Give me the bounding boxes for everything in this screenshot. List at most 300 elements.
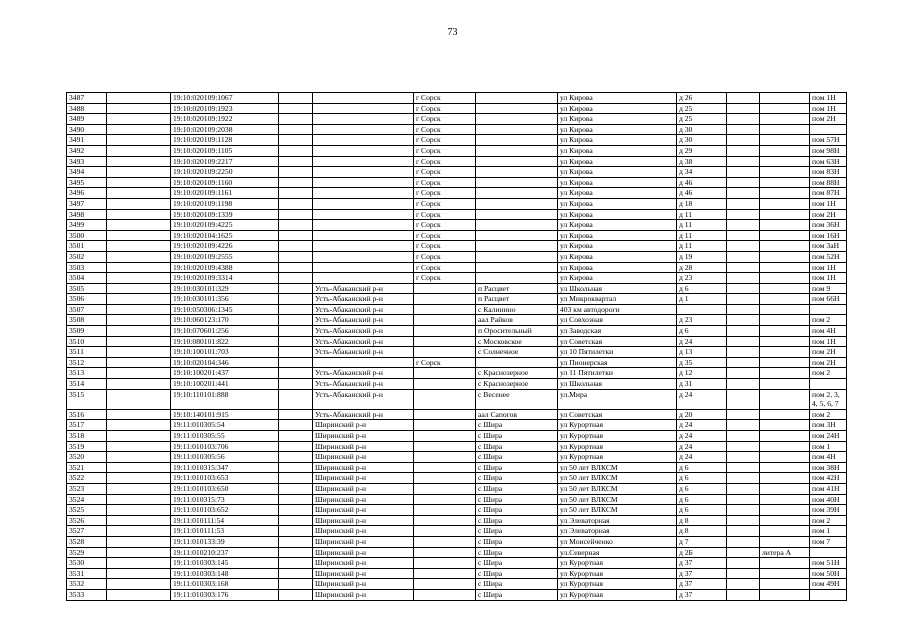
cell-row-number: 3511	[67, 347, 107, 358]
cell-litera	[760, 304, 810, 315]
cell-district	[313, 135, 414, 146]
cell-city: г Сорск	[414, 167, 476, 178]
table-row	[67, 251, 847, 262]
cell-street: ул Кирова	[558, 93, 677, 104]
cell-house: д 34	[677, 167, 727, 178]
cell-blank-col	[279, 156, 313, 167]
cell-blank-col	[107, 452, 171, 463]
cell-premises	[810, 547, 847, 558]
cell-cadastral-number: 19:10:030101:356	[171, 294, 279, 305]
cell-litera	[760, 483, 810, 494]
cell-row-number: 3533	[67, 589, 107, 600]
cell-city	[414, 304, 476, 315]
cell-house: д 35	[677, 357, 727, 368]
cell-blank-col	[727, 103, 760, 114]
cell-litera	[760, 579, 810, 590]
cell-city	[414, 579, 476, 590]
cell-city	[414, 547, 476, 558]
cell-cadastral-number: 19:10:070601:256	[171, 326, 279, 337]
cell-house: д 25	[677, 103, 727, 114]
cell-blank-col	[279, 515, 313, 526]
cell-blank-col	[727, 198, 760, 209]
table-row	[67, 483, 847, 494]
table-row	[67, 273, 847, 284]
cell-blank-col	[279, 536, 313, 547]
cell-street: ул Кирова	[558, 156, 677, 167]
cell-row-number: 3508	[67, 315, 107, 326]
cell-premises: пом 4Н	[810, 452, 847, 463]
cell-settlement	[476, 177, 558, 188]
cell-street: 403 км автодороги	[558, 304, 677, 315]
cell-house: д 19	[677, 251, 727, 262]
cell-cadastral-number: 19:10:020109:1067	[171, 93, 279, 104]
cell-house: д 25	[677, 114, 727, 125]
cell-row-number: 3499	[67, 220, 107, 231]
cell-blank-col	[279, 167, 313, 178]
cell-blank-col	[107, 294, 171, 305]
cell-settlement: с Краснозерное	[476, 379, 558, 390]
cell-street: ул Кирова	[558, 209, 677, 220]
cell-blank-col	[107, 145, 171, 156]
cell-premises: пом 51Н	[810, 558, 847, 569]
cell-premises: пом 52Н	[810, 251, 847, 262]
cell-premises: пом 49Н	[810, 579, 847, 590]
cell-house: д 8	[677, 515, 727, 526]
cell-district: Усть-Абаканский р-н	[313, 389, 414, 409]
cell-settlement	[476, 220, 558, 231]
cell-row-number: 3515	[67, 389, 107, 409]
cell-street: ул Кирова	[558, 262, 677, 273]
cell-cadastral-number: 19:11:010305:54	[171, 420, 279, 431]
cell-row-number: 3488	[67, 103, 107, 114]
cell-cadastral-number: 19:10:110101:888	[171, 389, 279, 409]
cell-cadastral-number: 19:10:020109:2250	[171, 167, 279, 178]
cell-premises: пом 40Н	[810, 494, 847, 505]
cell-blank-col	[727, 357, 760, 368]
cell-city: г Сорск	[414, 145, 476, 156]
cell-blank-col	[727, 483, 760, 494]
cell-litera	[760, 198, 810, 209]
cell-litera	[760, 536, 810, 547]
cell-row-number: 3530	[67, 558, 107, 569]
cell-cadastral-number: 19:10:020109:1160	[171, 177, 279, 188]
table-row	[67, 209, 847, 220]
cell-district: Усть-Абаканский р-н	[313, 283, 414, 294]
cell-blank-col	[107, 568, 171, 579]
cell-cadastral-number: 19:11:010133:39	[171, 536, 279, 547]
cell-street: ул Кирова	[558, 135, 677, 146]
cell-blank-col	[727, 494, 760, 505]
cell-cadastral-number: 19:10:020109:3314	[171, 273, 279, 284]
cell-street: ул Кирова	[558, 198, 677, 209]
cell-settlement: с Краснозерное	[476, 368, 558, 379]
cell-district	[313, 209, 414, 220]
registry-table	[66, 92, 847, 601]
cell-street: ул Курортная	[558, 452, 677, 463]
cell-premises: пом 16Н	[810, 230, 847, 241]
cell-house: д 7	[677, 536, 727, 547]
cell-row-number: 3516	[67, 409, 107, 420]
cell-blank-col	[107, 93, 171, 104]
cell-settlement: с Шира	[476, 547, 558, 558]
cell-blank-col	[107, 241, 171, 252]
cell-cadastral-number: 19:10:080101:822	[171, 336, 279, 347]
table-row	[67, 241, 847, 252]
cell-city: г Сорск	[414, 273, 476, 284]
cell-blank-col	[727, 156, 760, 167]
cell-blank-col	[279, 483, 313, 494]
cell-premises: пом 57Н	[810, 135, 847, 146]
cell-cadastral-number: 19:10:020104:1625	[171, 230, 279, 241]
cell-litera	[760, 188, 810, 199]
cell-row-number: 3522	[67, 473, 107, 484]
cell-blank-col	[107, 558, 171, 569]
cell-settlement: п Расцвет	[476, 294, 558, 305]
cell-litera	[760, 220, 810, 231]
cell-settlement: с Шира	[476, 526, 558, 537]
table-row	[67, 103, 847, 114]
table-row	[67, 230, 847, 241]
cell-premises: пом 3Н	[810, 420, 847, 431]
cell-blank-col	[727, 505, 760, 516]
table-row	[67, 568, 847, 579]
cell-settlement	[476, 156, 558, 167]
table-row	[67, 294, 847, 305]
cell-street: ул Курортная	[558, 579, 677, 590]
cell-house: д 6	[677, 473, 727, 484]
cell-premises	[810, 124, 847, 135]
cell-street: ул 50 лет ВЛКСМ	[558, 505, 677, 516]
cell-cadastral-number: 19:11:010315:73	[171, 494, 279, 505]
cell-blank-col	[727, 420, 760, 431]
cell-cadastral-number: 19:10:020109:1198	[171, 198, 279, 209]
cell-row-number: 3525	[67, 505, 107, 516]
cell-house: д 6	[677, 462, 727, 473]
cell-cadastral-number: 19:10:020109:1339	[171, 209, 279, 220]
cell-blank-col	[279, 283, 313, 294]
cell-blank-col	[107, 188, 171, 199]
table-row	[67, 526, 847, 537]
cell-blank-col	[279, 579, 313, 590]
cell-settlement: с Шира	[476, 441, 558, 452]
cell-blank-col	[107, 420, 171, 431]
cell-settlement: с Шира	[476, 505, 558, 516]
cell-premises: пом 98Н	[810, 145, 847, 156]
cell-premises: пом 83Н	[810, 167, 847, 178]
cell-city	[414, 283, 476, 294]
cell-litera	[760, 462, 810, 473]
cell-blank-col	[727, 251, 760, 262]
cell-city	[414, 379, 476, 390]
cell-city: г Сорск	[414, 124, 476, 135]
cell-house: д 11	[677, 209, 727, 220]
cell-street: ул Советская	[558, 409, 677, 420]
cell-blank-col	[727, 241, 760, 252]
cell-blank-col	[279, 420, 313, 431]
cell-blank-col	[107, 547, 171, 558]
cell-litera	[760, 568, 810, 579]
table-row	[67, 167, 847, 178]
cell-house: д 11	[677, 230, 727, 241]
cell-blank-col	[727, 304, 760, 315]
cell-district: Усть-Абаканский р-н	[313, 315, 414, 326]
cell-cadastral-number: 19:10:020109:1923	[171, 103, 279, 114]
cell-district: Ширинский р-н	[313, 431, 414, 442]
cell-premises: пом 2Н	[810, 209, 847, 220]
cell-blank-col	[107, 220, 171, 231]
cell-premises: пом 2Н	[810, 357, 847, 368]
table-row	[67, 589, 847, 600]
cell-litera	[760, 558, 810, 569]
cell-litera	[760, 389, 810, 409]
cell-blank-col	[107, 409, 171, 420]
cell-cadastral-number: 19:10:020109:1105	[171, 145, 279, 156]
cell-house: д 37	[677, 568, 727, 579]
cell-blank-col	[727, 326, 760, 337]
cell-district	[313, 124, 414, 135]
cell-blank-col	[107, 209, 171, 220]
cell-settlement: с Шира	[476, 589, 558, 600]
cell-blank-col	[279, 494, 313, 505]
cell-house: д 46	[677, 188, 727, 199]
cell-premises: пом 87Н	[810, 188, 847, 199]
cell-premises: пом 3аН	[810, 241, 847, 252]
cell-litera	[760, 103, 810, 114]
cell-blank-col	[279, 241, 313, 252]
cell-blank-col	[279, 114, 313, 125]
table-row	[67, 156, 847, 167]
cell-settlement	[476, 241, 558, 252]
cell-premises: пом 2	[810, 368, 847, 379]
cell-blank-col	[279, 336, 313, 347]
cell-blank-col	[107, 273, 171, 284]
cell-city	[414, 526, 476, 537]
cell-row-number: 3497	[67, 198, 107, 209]
cell-settlement	[476, 198, 558, 209]
cell-cadastral-number: 19:10:020109:2038	[171, 124, 279, 135]
cell-blank-col	[279, 220, 313, 231]
cell-litera	[760, 505, 810, 516]
cell-city	[414, 589, 476, 600]
cell-litera	[760, 135, 810, 146]
cell-house: д 13	[677, 347, 727, 358]
cell-district	[313, 230, 414, 241]
cell-blank-col	[107, 505, 171, 516]
cell-house: д 38	[677, 156, 727, 167]
cell-settlement	[476, 262, 558, 273]
cell-house: д 2Б	[677, 547, 727, 558]
table-row	[67, 315, 847, 326]
cell-litera	[760, 177, 810, 188]
cell-house: д 24	[677, 420, 727, 431]
cell-row-number: 3524	[67, 494, 107, 505]
cell-row-number: 3514	[67, 379, 107, 390]
cell-city	[414, 315, 476, 326]
cell-district: Усть-Абаканский р-н	[313, 294, 414, 305]
cell-litera	[760, 409, 810, 420]
cell-city: г Сорск	[414, 135, 476, 146]
cell-blank-col	[107, 103, 171, 114]
cell-blank-col	[727, 315, 760, 326]
cell-city	[414, 473, 476, 484]
cell-settlement	[476, 124, 558, 135]
table-row	[67, 336, 847, 347]
cell-blank-col	[107, 124, 171, 135]
table-row	[67, 515, 847, 526]
cell-blank-col	[279, 431, 313, 442]
cell-row-number: 3510	[67, 336, 107, 347]
cell-blank-col	[727, 283, 760, 294]
cell-blank-col	[279, 326, 313, 337]
table-row	[67, 135, 847, 146]
cell-street: ул 11 Пятилетки	[558, 368, 677, 379]
cell-house: д 23	[677, 315, 727, 326]
cell-blank-col	[727, 389, 760, 409]
cell-city	[414, 494, 476, 505]
cell-cadastral-number: 19:10:020104:346	[171, 357, 279, 368]
cell-house: д 26	[677, 93, 727, 104]
cell-blank-col	[727, 452, 760, 463]
cell-row-number: 3532	[67, 579, 107, 590]
cell-blank-col	[279, 462, 313, 473]
cell-city	[414, 409, 476, 420]
cell-blank-col	[279, 304, 313, 315]
cell-cadastral-number: 19:10:020109:4225	[171, 220, 279, 231]
cell-blank-col	[279, 589, 313, 600]
cell-litera	[760, 515, 810, 526]
cell-city: г Сорск	[414, 251, 476, 262]
cell-house: д 18	[677, 198, 727, 209]
cell-district: Ширинский р-н	[313, 589, 414, 600]
table-row	[67, 473, 847, 484]
cell-blank-col	[107, 368, 171, 379]
cell-premises: пом 1Н	[810, 262, 847, 273]
cell-blank-col	[727, 336, 760, 347]
table-row	[67, 431, 847, 442]
cell-blank-col	[727, 409, 760, 420]
cell-district	[313, 93, 414, 104]
cell-litera	[760, 431, 810, 442]
cell-premises: пом 41Н	[810, 483, 847, 494]
cell-street: ул Курортная	[558, 431, 677, 442]
cell-district: Ширинский р-н	[313, 494, 414, 505]
cell-city: г Сорск	[414, 262, 476, 273]
cell-litera	[760, 273, 810, 284]
cell-litera	[760, 441, 810, 452]
cell-blank-col	[107, 536, 171, 547]
cell-house: д 11	[677, 220, 727, 231]
cell-city	[414, 368, 476, 379]
cell-cadastral-number: 19:10:030101:329	[171, 283, 279, 294]
cell-premises: пом 2Н	[810, 114, 847, 125]
cell-city	[414, 505, 476, 516]
cell-cadastral-number: 19:10:100101:703	[171, 347, 279, 358]
cell-district: Ширинский р-н	[313, 547, 414, 558]
table-row	[67, 505, 847, 516]
cell-blank-col	[727, 145, 760, 156]
cell-row-number: 3523	[67, 483, 107, 494]
table-row	[67, 220, 847, 231]
table-row	[67, 409, 847, 420]
cell-settlement: с Шира	[476, 558, 558, 569]
cell-row-number: 3500	[67, 230, 107, 241]
table-row	[67, 357, 847, 368]
cell-city: г Сорск	[414, 230, 476, 241]
cell-litera	[760, 494, 810, 505]
cell-premises: пом 2Н	[810, 347, 847, 358]
cell-row-number: 3520	[67, 452, 107, 463]
cell-settlement: п Оросительный	[476, 326, 558, 337]
cell-litera	[760, 473, 810, 484]
cell-street: ул Школьная	[558, 283, 677, 294]
cell-cadastral-number: 19:10:020109:2217	[171, 156, 279, 167]
cell-blank-col	[727, 568, 760, 579]
cell-city: г Сорск	[414, 241, 476, 252]
cell-district: Ширинский р-н	[313, 568, 414, 579]
cell-cadastral-number: 19:11:010305:56	[171, 452, 279, 463]
cell-house: д 8	[677, 526, 727, 537]
cell-premises: пом 88Н	[810, 177, 847, 188]
cell-district: Усть-Абаканский р-н	[313, 409, 414, 420]
table-row	[67, 379, 847, 390]
cell-premises: пом 39Н	[810, 505, 847, 516]
cell-blank-col	[727, 526, 760, 537]
cell-cadastral-number: 19:10:100201:441	[171, 379, 279, 390]
cell-settlement	[476, 357, 558, 368]
cell-city	[414, 294, 476, 305]
cell-litera	[760, 230, 810, 241]
cell-blank-col	[279, 505, 313, 516]
cell-litera	[760, 294, 810, 305]
cell-blank-col	[107, 379, 171, 390]
cell-blank-col	[107, 357, 171, 368]
cell-blank-col	[107, 494, 171, 505]
cell-row-number: 3512	[67, 357, 107, 368]
cell-house: д 37	[677, 558, 727, 569]
table-row	[67, 304, 847, 315]
cell-street: ул Курортная	[558, 568, 677, 579]
table-row	[67, 452, 847, 463]
cell-blank-col	[727, 93, 760, 104]
cell-row-number: 3507	[67, 304, 107, 315]
cell-blank-col	[727, 273, 760, 284]
cell-district: Ширинский р-н	[313, 462, 414, 473]
cell-litera	[760, 368, 810, 379]
cell-district: Усть-Абаканский р-н	[313, 379, 414, 390]
cell-cadastral-number: 19:11:010103:650	[171, 483, 279, 494]
table-row	[67, 368, 847, 379]
cell-house: д 24	[677, 441, 727, 452]
cell-row-number: 3503	[67, 262, 107, 273]
cell-district	[313, 103, 414, 114]
cell-blank-col	[107, 589, 171, 600]
cell-row-number: 3519	[67, 441, 107, 452]
cell-street: ул Кирова	[558, 241, 677, 252]
cell-house: д 23	[677, 273, 727, 284]
cell-blank-col	[727, 124, 760, 135]
cell-premises: пом 1	[810, 526, 847, 537]
cell-district: Ширинский р-н	[313, 579, 414, 590]
cell-premises: пом 24Н	[810, 431, 847, 442]
cell-litera	[760, 379, 810, 390]
cell-blank-col	[727, 188, 760, 199]
cell-litera	[760, 315, 810, 326]
cell-settlement	[476, 188, 558, 199]
cell-blank-col	[727, 558, 760, 569]
cell-blank-col	[107, 304, 171, 315]
cell-row-number: 3529	[67, 547, 107, 558]
cell-street: ул Кирова	[558, 251, 677, 262]
